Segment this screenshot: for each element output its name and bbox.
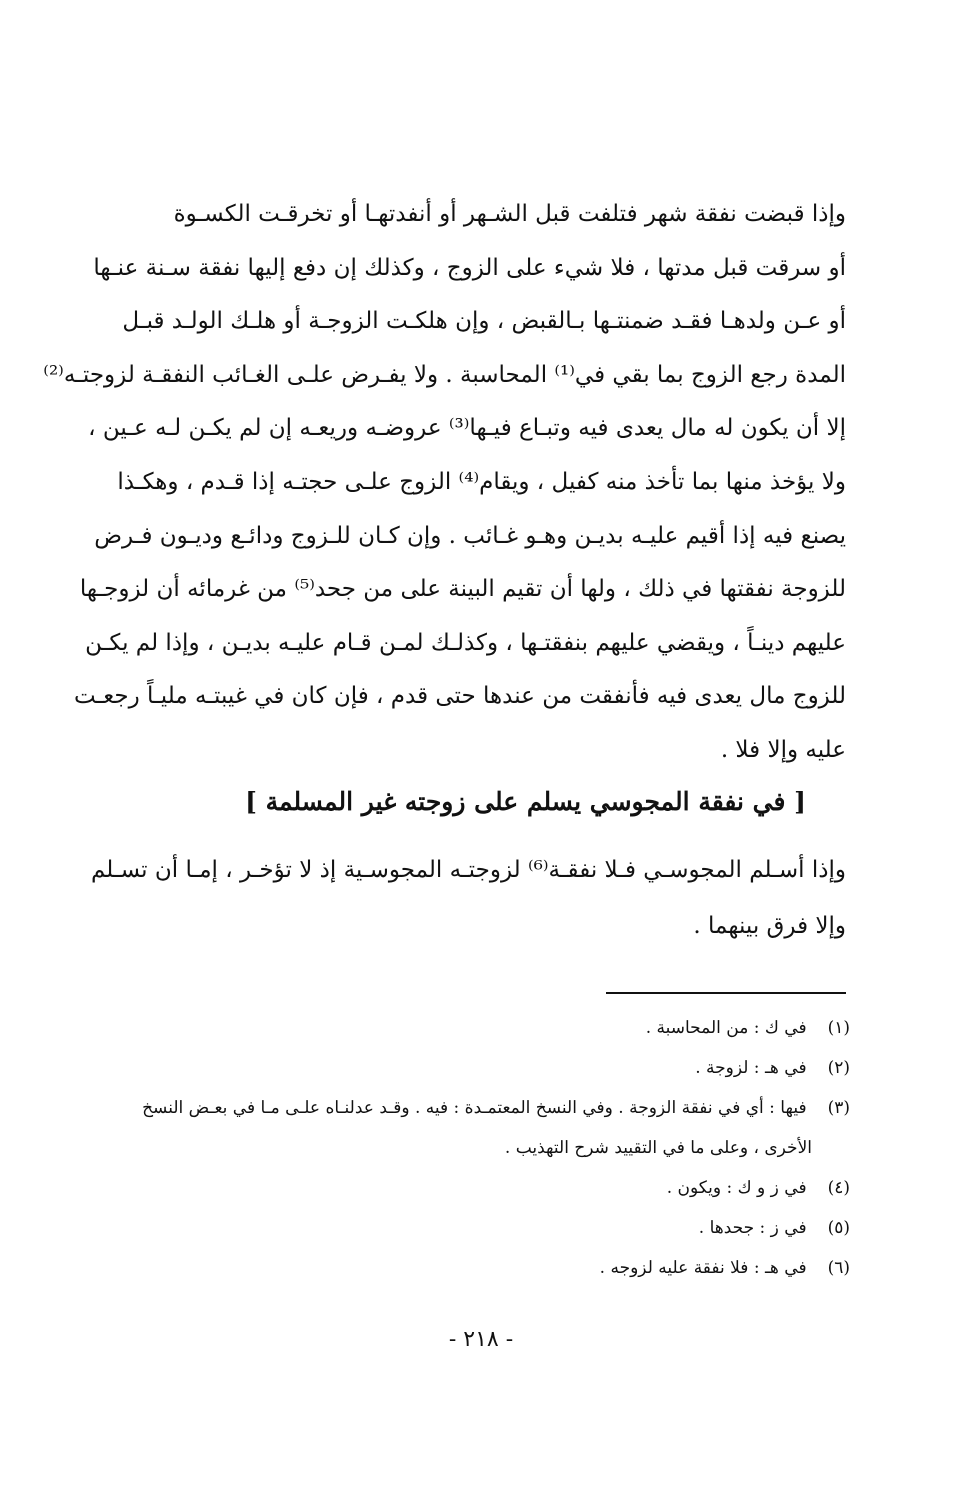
footnote-text: في ز و ك : ويكون .: [666, 1178, 807, 1198]
footnote-number: (٥): [827, 1218, 850, 1238]
text-line: أو عـن ولدهـا فقـد ضمنتـها بـالقبض ، وإن هلكـت الزوجـة أو هلـك الولـد قبـل: [122, 308, 846, 335]
footnote: [60, 1248, 850, 1288]
footnote: [60, 1008, 850, 1048]
footnote-number: (١): [827, 1018, 850, 1038]
footnotes: [60, 1008, 850, 1288]
footnote: [60, 1168, 850, 1208]
footnote-text: فيها : أي في نفقة الزوجة . وفي النسخ المعتمـدة : فيه . وقـد عدلنـاه علـى مـا في بعـض النسخ: [142, 1098, 807, 1118]
text-line: إلا أن يكون له مال يعدى فيه وتبـاع فيـها⁽³⁾ عروضـه وريعـه إن لم يكـن لـه عـين ،: [88, 415, 846, 442]
footnote: [60, 1208, 850, 1248]
text-line: أو سرقت قبل مدتها ، فلا شيء على الزوج ، وكذلك إن دفع إليها نفقة سـنة عنـها: [93, 254, 846, 281]
page-number: - ٢١٨ -: [448, 1327, 514, 1352]
text-line: عليهم دينـاً ، ويقضي عليهم بنفقتـها ، وكذلـك لمـن قـام عليـه بديـن ، وإذا لم يكـن: [85, 629, 846, 656]
text-line: للزوج مال يعدى فيه فأنفقت من عندها حتى قدم ، فإن كان في غيبتـه مليـاً رجعـت: [73, 683, 846, 710]
text-line: وإذا أسـلم المجوسـي فـلا نفقـة⁽⁶⁾ لزوجتـه المجوسـية إذ لا تؤخـر ، إمـا أن تسـلم: [91, 857, 846, 883]
text-line: المدة رجع الزوج بما بقي في⁽¹⁾ المحاسبة . ولا يفـرض علـى الغـائب النفقـة لزوجتـه⁽²⁾: [43, 361, 846, 388]
footnote-number: (٤): [827, 1178, 850, 1198]
footnote-text: في هـ : لزوجة .: [695, 1058, 807, 1078]
footnote-separator: [606, 992, 846, 994]
footnote-text: في ز : جحدها .: [698, 1218, 807, 1238]
footnote-number: (٢): [827, 1058, 850, 1078]
section-heading: [ في نفقة المجوسي يسلم على زوجته غير المسلمة ]: [245, 787, 806, 816]
footnote-number: (٣): [827, 1098, 850, 1118]
body-text: [43, 188, 846, 778]
footnote-text: في ك : من المحاسبة .: [645, 1018, 807, 1038]
footnote-text-continued: الأخرى ، وعلى ما في التقييد شرح التهذيب .: [504, 1138, 812, 1158]
text-line: عليه وإلا فلا .: [720, 736, 846, 763]
footnote: [60, 1048, 850, 1088]
text-line: وإلا فرق بينهما .: [693, 913, 846, 939]
footnote-text: في هـ : فلا نفقة عليه لزوجه .: [599, 1258, 807, 1278]
text-line: للزوجة نفقتها في ذلك ، ولها أن تقيم البينة على من جحد⁽⁵⁾ من غرمائه أن لزوجـها: [79, 576, 846, 603]
footnote: [60, 1088, 850, 1168]
text-line: يصنع فيه إذا أقيم عليـه بديـن وهـو غـائب . وإن كـان للـزوج ودائـع وديـون فـرض: [94, 522, 846, 549]
section-text: [66, 842, 846, 954]
footnote-number: (٦): [827, 1258, 850, 1278]
text-line: ولا يؤخذ منها بما تأخذ منه كفيل ، ويقام⁽⁴⁾ الزوج علـى حجتـه إذا قـدم ، وهكـذا: [117, 468, 846, 495]
text-line: وإذا قبضت نفقة شهر فتلفت قبل الشـهر أو أنفدتهـا أو تخرقـت الكسـوة: [173, 201, 846, 227]
